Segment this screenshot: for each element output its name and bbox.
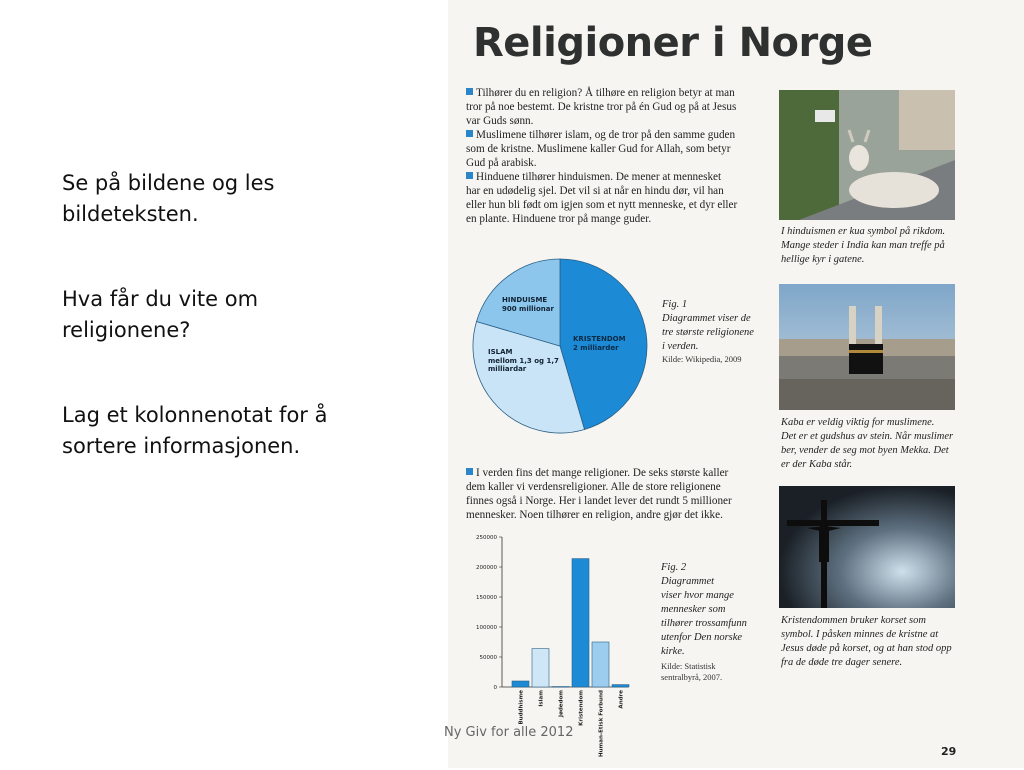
text-line: Muslimene tilhører islam, og de tror på den samme guden: [476, 129, 736, 141]
bar-buddhisme: [512, 681, 529, 687]
instruction-3-line-2: sortere informasjonen.: [62, 434, 301, 458]
slide-footer: Ny Giv for alle 2012: [444, 725, 574, 740]
x-category-label: Jødedom: [558, 690, 565, 717]
pie-label-kristendom: [573, 335, 626, 352]
bullet-icon: [466, 130, 473, 137]
text-line: Kaba er veldig viktig for muslimene.: [781, 417, 935, 428]
intro-text: [466, 86, 766, 226]
text-line: Jesus døde på korset, og at han stod opp: [781, 643, 952, 654]
photo-crucifix: [779, 486, 955, 608]
instruction-1-line-2: bildeteksten.: [62, 202, 199, 226]
y-tick-label: 200000: [476, 565, 497, 571]
text-line: dem kaller vi verdensreligioner. Alle de store religionene: [466, 481, 721, 493]
crucifix-photo-image: [779, 486, 955, 608]
photo-kaaba-caption: [781, 416, 971, 472]
text-line: ber, vender de seg mot byen Mekka. Det: [781, 445, 949, 456]
x-category-label: Kristendom: [578, 690, 585, 726]
text-line: Hinduene tilhører hinduismen. De mener at mennesket: [476, 171, 722, 183]
fig2-title: Fig. 2: [661, 562, 687, 573]
fig1-source: Kilde: Wikipedia, 2009: [662, 354, 742, 364]
instruction-3: [62, 400, 392, 462]
bullet-icon: [466, 88, 473, 95]
text-line: Mange steder i India kan man treffe på: [781, 240, 945, 251]
x-category-label: Buddhisme: [518, 690, 525, 725]
text-line: Det er et gudshus av stein. Når muslimer: [781, 431, 954, 442]
bar-bars: [512, 559, 629, 688]
y-tick-label: 0: [493, 685, 497, 691]
intro-para-1: [466, 86, 766, 128]
instruction-2-line-2: religionene?: [62, 318, 191, 342]
text-line: er der Kaba står.: [781, 459, 853, 470]
kaaba-photo-image: [779, 284, 955, 410]
text-line: symbol. I påsken minnes de kristne at: [781, 629, 939, 640]
text-line: som de kristne. Muslimene kaller Gud for Allah, som betyr: [466, 143, 731, 155]
text-line: kirke.: [661, 646, 685, 657]
x-category-label: Islam: [538, 690, 545, 707]
fig2-source-line: sentralbyrå, 2007.: [661, 672, 723, 682]
pie-slice-label: ISLAM: [488, 348, 513, 356]
cow-photo-image: [779, 90, 955, 220]
photo-cow-caption: [781, 225, 971, 267]
fig1-caption: [662, 298, 772, 365]
instruction-1: [62, 168, 392, 230]
text-line: Diagrammet: [661, 576, 715, 587]
fig2-caption: [661, 561, 771, 683]
pie-slice-sublabel: 900 millionar: [502, 304, 554, 313]
instruction-3-line-1: Lag et kolonnenotat for å: [62, 403, 328, 427]
text-line: eller hun bli født om igjen som et nytt menneske, et dyr eller: [466, 199, 738, 211]
text-line: Gud på arabisk.: [466, 157, 537, 169]
text-line: tror på noe bestemt. De kristne tror på én Gud og på at Jesus: [466, 101, 737, 113]
text-line: Diagrammet viser de: [662, 313, 751, 324]
text-line: mennesker som: [661, 604, 726, 615]
page-number: 29: [941, 745, 957, 758]
world-religions-text: [466, 466, 766, 522]
pie-slice-label: KRISTENDOM: [573, 335, 626, 343]
text-line: Kristendommen bruker korset som: [781, 615, 926, 626]
photo-crucifix-caption: [781, 614, 971, 670]
text-line: hellige kyr i gatene.: [781, 254, 865, 265]
y-tick-label: 50000: [479, 655, 497, 661]
text-line: I verden fins det mange religioner. De seks største kaller: [476, 467, 729, 479]
y-tick-label: 150000: [476, 595, 497, 601]
bullet-icon: [466, 172, 473, 179]
text-line: tilhører trossamfunn: [661, 618, 747, 629]
bar-labels: [519, 690, 625, 757]
text-line: fra de døde tre dager senere.: [781, 657, 903, 668]
pie-label-hinduisme: [502, 296, 554, 313]
bar-kristendom: [572, 559, 589, 687]
pie-slice-sublabel: 2 milliarder: [573, 343, 619, 352]
x-category-label: Andre: [618, 690, 625, 709]
book-title: Religioner i Norge: [473, 20, 873, 66]
intro-para-2: [466, 128, 766, 170]
y-tick-label: 250000: [476, 535, 497, 541]
instruction-2-line-1: Hva får du vite om: [62, 287, 259, 311]
text-line: finnes også i Norge. Her i landet lever det rundt 5 millioner: [466, 495, 732, 507]
text-line: I hinduismen er kua symbol på rikdom.: [781, 226, 946, 237]
text-line: utenfor Den norske: [661, 632, 743, 643]
text-line: har en udødelig sjel. Det vil si at når en hindu dør, vil han: [466, 185, 724, 197]
bullet-icon: [466, 468, 473, 475]
fig2-source-line: Kilde: Statistisk: [661, 661, 716, 671]
pie-slice-label: HINDUISME: [502, 296, 548, 304]
pie-slice-sublabel: mellom 1,3 og 1,7 milliardar: [488, 356, 559, 373]
bar-jødedom: [552, 686, 569, 687]
photo-kaaba: [779, 284, 955, 410]
text-line: tre største religionene: [662, 327, 754, 338]
intro-para-3: [466, 170, 766, 226]
instruction-1-line-1: Se på bildene og les: [62, 171, 275, 195]
fig1-title: Fig. 1: [662, 299, 688, 310]
text-line: en plante. Hinduene tror på mange guder.: [466, 213, 652, 225]
text-line: var Guds sønn.: [466, 115, 534, 127]
y-tick-label: 100000: [476, 625, 497, 631]
text-line: mennesker. Noen tilhører en religion, andre gjør det ikke.: [466, 509, 723, 521]
photo-cow: [779, 90, 955, 220]
text-line: Tilhører du en religion? Å tilhøre en religion betyr at man: [476, 87, 735, 99]
x-category-label: Human-Etisk Forbund: [598, 690, 605, 758]
pie-label-islam: [488, 348, 570, 374]
instruction-2: [62, 284, 392, 346]
bar-human-etisk-forbund: [592, 642, 609, 687]
text-line: i verden.: [662, 341, 699, 352]
text-line: viser hvor mange: [661, 590, 734, 601]
bar-andre: [612, 685, 629, 687]
bar-islam: [532, 649, 549, 687]
